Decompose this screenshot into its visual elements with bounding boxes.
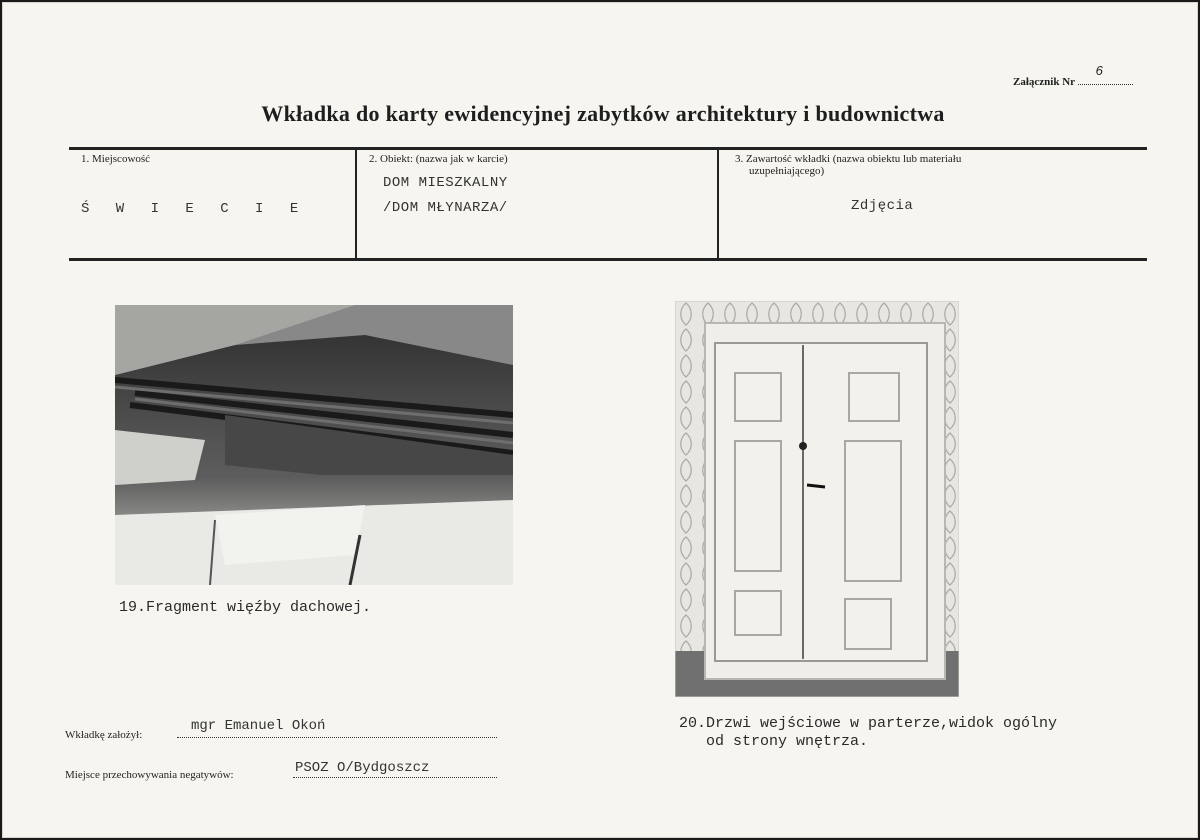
locality-value: Ś W I E C I E (81, 201, 308, 217)
attic-rafters-image (115, 305, 513, 585)
photo-caption-20-line1: 20.Drzwi wejściowe w parterze,widok ogólny (679, 715, 1058, 732)
annex-number (1013, 63, 1133, 88)
photo-caption-20-line2: od strony wnętrza. (679, 733, 869, 750)
author-label: Wkładkę założył: (65, 729, 143, 741)
header-rule-top (69, 147, 1147, 150)
contents-label-line1: 3. Zawartość wkładki (nazwa obiektu lub materiału (735, 153, 962, 165)
annex-label: Załącznik Nr (1013, 76, 1075, 88)
photo-caption-19: 19.Fragment więźby dachowej. (119, 599, 372, 616)
record-sheet (2, 2, 1198, 838)
object-value-line1: DOM MIESZKALNY (383, 175, 508, 191)
object-label: 2. Obiekt: (nazwa jak w karcie) (369, 153, 508, 165)
field-divider-1 (355, 149, 357, 259)
page-title: Wkładka do karty ewidencyjnej zabytków architektury i budownictwa (261, 101, 945, 126)
author-line (177, 737, 497, 738)
attic-rafters-photo (115, 305, 513, 585)
storage-line (293, 777, 497, 778)
annex-number-value: 6 (1095, 63, 1103, 78)
author-value: mgr Emanuel Okoń (191, 718, 326, 734)
double-door-image (675, 301, 959, 697)
contents-label-line2: uzupełniającego) (749, 165, 825, 177)
annex-number-line (1078, 63, 1133, 85)
header-rule-bottom (69, 258, 1147, 261)
double-door-photo (675, 301, 959, 697)
contents-value: Zdjęcia (851, 198, 914, 214)
field-divider-2 (717, 149, 719, 259)
storage-label: Miejsce przechowywania negatywów: (65, 769, 234, 781)
locality-label: 1. Miejscowość (81, 153, 151, 165)
storage-value: PSOZ O/Bydgoszcz (295, 760, 430, 776)
object-value-line2: /DOM MŁYNARZA/ (383, 200, 508, 216)
